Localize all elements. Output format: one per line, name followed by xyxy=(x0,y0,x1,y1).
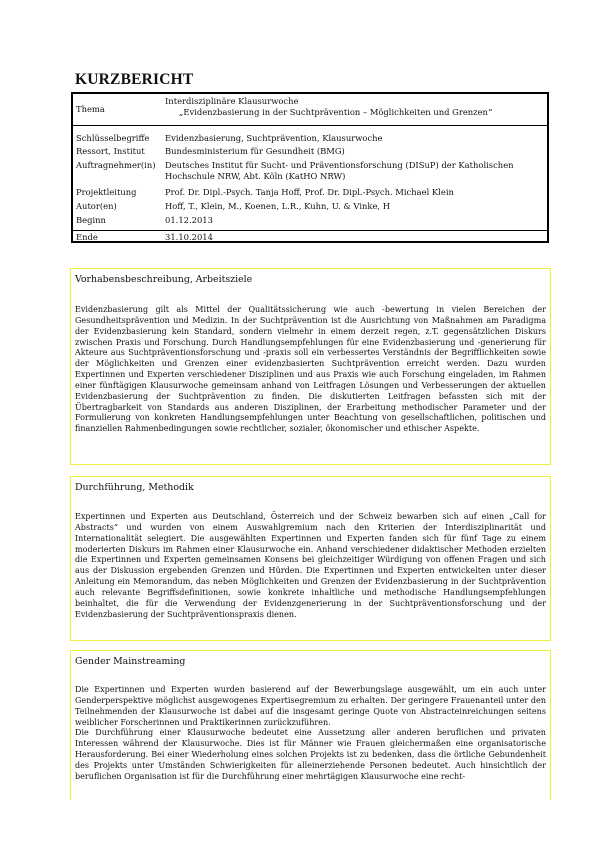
divider xyxy=(73,230,547,231)
info-value: Deutsches Institut für Sucht- und Präventionsforschung (DISuP) der Katholischen Hochschule NRW, Abt. Köln (KatHO NRW) xyxy=(165,160,514,181)
info-value: 31.10.2014 xyxy=(165,232,213,242)
info-label: Projektleitung xyxy=(76,187,137,197)
info-label: Beginn xyxy=(76,215,106,225)
info-label: Auftragnehmer(in) xyxy=(76,160,156,170)
section-text xyxy=(75,512,546,620)
info-label: Autor(en) xyxy=(76,201,117,211)
divider xyxy=(73,125,547,126)
thema-line-1: Interdisziplinäre Klausurwoche xyxy=(165,96,299,106)
paragraph: Evidenzbasierung gilt als Mittel der Qualitätssicherung wie auch -bewertung in vielen Bereichen der Gesundheitsprävention und Medizin. In der Suchtprävention ist die Ausrichtung von Maßnahmen am Paradigma der Evidenzbasierung kein Standard, sondern vielmehr in einem derzeit regen, z.T. gegensätzlichen Diskurs zwischen Praxis und Forschung. Durch Handlungsempfehlungen für eine Evidenzbasierung und -generierung für Akteure aus Suchtpräventionsforschung und -praxis soll ein verbessertes Verständnis der Begrifflichkeiten sowie der Möglichkeiten und Grenzen einer evidenzbasierten Suchtprävention erreicht werden. Dazu wurden Expertinnen und Experten verschiedener Disziplinen und aus Praxis wie auch Forschung eingeladen, im Rahmen einer fünftägigen Klausurwoche gemeinsam anhand von Leitfragen Lösungen und Verbesserungen der aktuellen Evidenzbasierung der Suchtprävention zu finden. Die diskutierten Leitfragen befassten sich mit der Übertragbarkeit von Standards aus anderen Disziplinen, der Erarbeitung methodischer Parameter und der Formulierung von konkreten Handlungsempfehlungen unter Beachtung von gesellschaftlichen, politischen und finanziellen Rahmenbedingungen sowie rechtlicher, sozialer, ökonomischer und ethischer Aspekte. xyxy=(75,305,546,434)
info-label: Ressort, Institut xyxy=(76,146,145,156)
info-value: 01.12.2013 xyxy=(165,215,213,225)
info-label: Ende xyxy=(76,232,98,242)
paragraph: Die Durchführung einer Klausurwoche bedeutet eine Aussetzung aller anderen beruflichen und privaten Interessen während der Klausurwoche. Dies ist für Männer wie Frauen gleichermaßen eine organisatorische Herausforderung. Bei einer Wiederholung eines solchen Projekts ist zu bedenken, dass die örtliche Gebundenheit des Projekts unter Umständen Schwierigkeiten für alleinerziehende Personen bedeutet. Auch hinsichtlich der beruflichen Organisation ist für die Durchführung einer mehrtägigen Klausurwoche eine recht- xyxy=(75,728,546,781)
paragraph: Die Expertinnen und Experten wurden basierend auf der Bewerbungslage ausgewählt, um ein auch unter Genderperspektive möglichst ausgewogenes Expertisegremium zu erhalten. Der geringere Frauenanteil unter den Teilnehmenden der Klausurwoche ist dabei auf die insgesamt geringe Quote von Abstracteinreichungen seitens weiblicher Forscherinnen und Praktikerinnen zurückzuführen. xyxy=(75,685,546,727)
section-gender xyxy=(70,650,551,800)
info-value: Bundesministerium für Gesundheit (BMG) xyxy=(165,146,345,156)
document-title: KURZBERICHT xyxy=(75,71,194,88)
section-heading: Gender Mainstreaming xyxy=(75,656,186,667)
section-text xyxy=(75,685,546,783)
section-arbeitsziele xyxy=(70,268,551,465)
info-label: Schlüsselbegriffe xyxy=(76,133,150,143)
section-methodik xyxy=(70,476,551,641)
info-value: Evidenzbasierung, Suchtprävention, Klausurwoche xyxy=(165,133,383,143)
paragraph: Expertinnen und Experten aus Deutschland, Österreich und der Schweiz bewarben sich auf einen „Call for Abstracts“ und wurden von einem Auswahlgremium nach den Kriterien der Interdisziplinarität und Internationalität selegiert. Die ausgewählten Expertinnen und Experten fanden sich für fünf Tage zu einem moderierten Diskurs im Rahmen einer Klausurwoche ein. Anhand verschiedener didaktischer Methoden erzielten die Expertinnen und Experten gemeinsamen Konsens bei gleichzeitiger Würdigung von offenen Fragen und sich aus der Diskussion ergebenden Grenzen und Hürden. Die Expertinnen und Experten entwickelten unter dieser Anleitung ein Memorandum, das neben Möglichkeiten und Grenzen der Evidenzbasierung in der Suchtprävention auch relevante Begriffsdefinitionen, sowie konkrete inhaltliche und methodische Handlungsempfehlungen beinhaltet, die für die Verwendung der Evidenzgenerierung in der Suchtpräventionsforschung und der Evidenzbasierung der Suchtpräventionspraxis dienen. xyxy=(75,512,546,619)
section-text xyxy=(75,305,546,435)
info-label: Thema xyxy=(76,104,105,114)
section-heading: Durchführung, Methodik xyxy=(75,482,194,493)
thema-line-2: „Evidenzbasierung in der Suchtprävention – Möglichkeiten und Grenzen“ xyxy=(179,106,493,117)
info-value: Hoff, T., Klein, M., Koenen, L.R., Kuhn, U. & Vinke, H xyxy=(165,201,391,211)
info-value-thema xyxy=(165,96,545,117)
info-value: Prof. Dr. Dipl.-Psych. Tanja Hoff, Prof. Dr. Dipl.-Psych. Michael Klein xyxy=(165,187,454,197)
section-heading: Vorhabensbeschreibung, Arbeitsziele xyxy=(75,274,253,285)
project-info-table xyxy=(71,92,549,243)
